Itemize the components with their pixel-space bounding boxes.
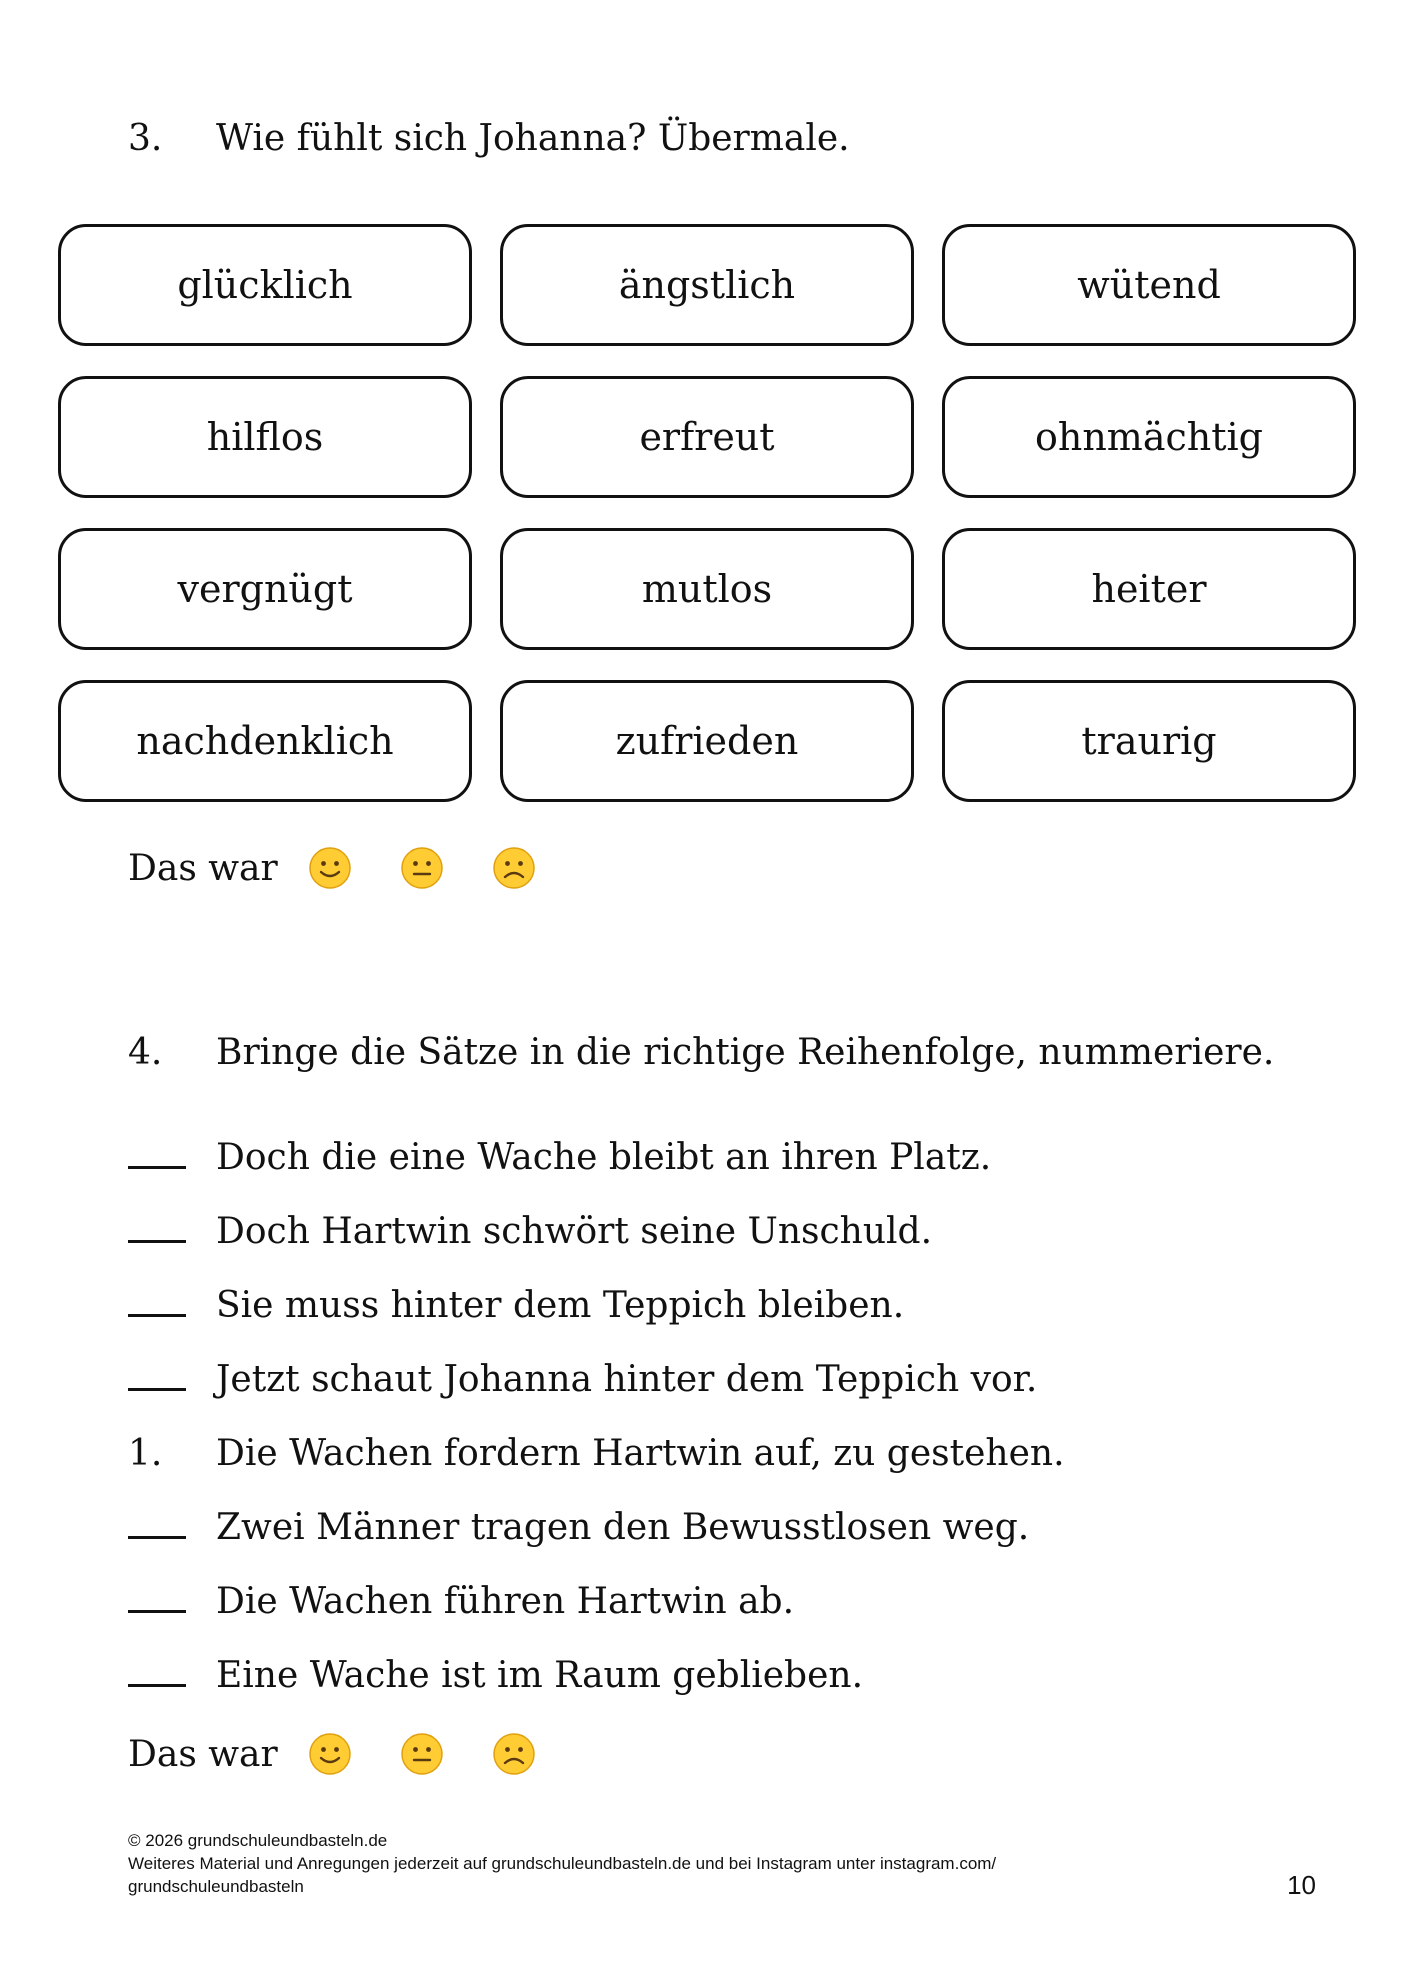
sentence-text: Die Wachen fordern Hartwin auf, zu gestehen. [216,1432,1065,1474]
rating-label: Das war [128,1733,278,1775]
page-number: 10 [1287,1870,1316,1900]
footer [128,1829,996,1898]
sentence-text: Die Wachen führen Hartwin ab. [216,1580,795,1622]
smiley-happy-icon[interactable] [308,846,352,890]
sentence-prefix-number: 1. [128,1432,163,1474]
word-box-gluecklich[interactable]: glücklich [58,224,472,346]
number-blank[interactable] [128,1586,186,1613]
sentence-row [128,1490,1065,1564]
number-blank[interactable] [128,1142,186,1169]
sentence-text: Doch Hartwin schwört seine Unschuld. [216,1210,933,1252]
task-4-instruction: Bringe die Sätze in die richtige Reihenfolge, nummeriere. [216,1032,1275,1073]
word-box-erfreut[interactable]: erfreut [500,376,914,498]
word-box-nachdenklich[interactable]: nachdenklich [58,680,472,802]
smiley-neutral-icon[interactable] [400,846,444,890]
word-box-wuetend[interactable]: wütend [942,224,1356,346]
footer-copyright: © 2026 grundschuleundbasteln.de [128,1831,388,1850]
smiley-happy-icon[interactable] [308,1732,352,1776]
sentence-text: Eine Wache ist im Raum geblieben. [216,1654,864,1696]
number-blank[interactable] [128,1660,186,1687]
task-4-number: 4. [128,1032,163,1073]
smiley-sad-icon[interactable] [492,846,536,890]
sentence-row [128,1564,1065,1638]
word-box-traurig[interactable]: traurig [942,680,1356,802]
smiley-neutral-icon[interactable] [400,1732,444,1776]
task-3-instruction: Wie fühlt sich Johanna? Übermale. [216,118,850,159]
sentence-row [128,1342,1065,1416]
word-box-zufrieden[interactable]: zufrieden [500,680,914,802]
sentence-text: Doch die eine Wache bleibt an ihren Platz. [216,1136,992,1178]
word-box-vergnuegt[interactable]: vergnügt [58,528,472,650]
rating-label: Das war [128,847,278,889]
task-3-number: 3. [128,118,163,159]
sentence-text: Jetzt schaut Johanna hinter dem Teppich vor. [216,1358,1038,1400]
sentence-text: Sie muss hinter dem Teppich bleiben. [216,1284,905,1326]
sentence-list [128,1120,1065,1712]
sentence-row [128,1194,1065,1268]
footer-line-2: Weiteres Material und Anregungen jederzeit auf grundschuleundbasteln.de und bei Instagram unter instagram.com/ [128,1854,997,1873]
word-box-ohnmaechtig[interactable]: ohnmächtig [942,376,1356,498]
footer-line-3: grundschuleundbasteln [128,1877,304,1896]
word-box-aengstlich[interactable]: ängstlich [500,224,914,346]
number-blank[interactable] [128,1512,186,1539]
sentence-row [128,1638,1065,1712]
sentence-row [128,1416,1065,1490]
sentence-row [128,1268,1065,1342]
task-3-heading [128,118,850,159]
sentence-row [128,1120,1065,1194]
word-box-mutlos[interactable]: mutlos [500,528,914,650]
sentence-text: Zwei Männer tragen den Bewusstlosen weg. [216,1506,1030,1548]
task-3-rating [128,846,584,890]
number-blank[interactable] [128,1216,186,1243]
word-box-hilflos[interactable]: hilflos [58,376,472,498]
emotion-word-grid [58,224,1356,802]
task-4-heading [128,1032,1274,1073]
smiley-sad-icon[interactable] [492,1732,536,1776]
number-blank[interactable] [128,1364,186,1391]
word-box-heiter[interactable]: heiter [942,528,1356,650]
task-4-rating [128,1732,584,1776]
number-blank[interactable] [128,1290,186,1317]
